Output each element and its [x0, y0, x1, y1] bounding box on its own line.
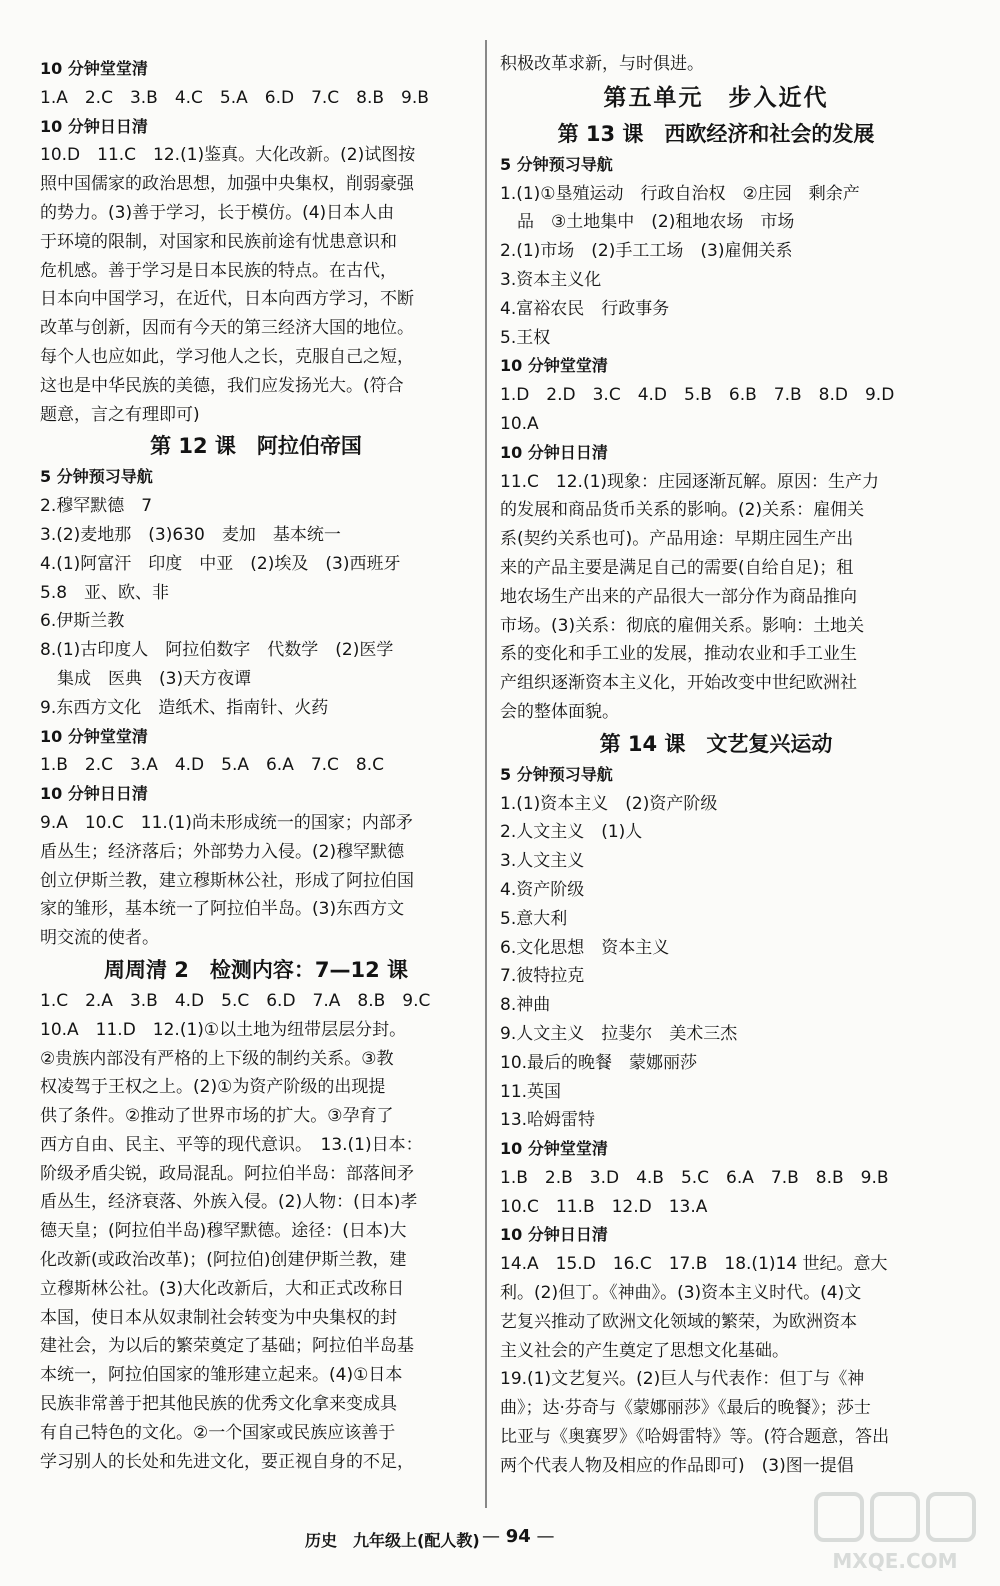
answer-line: 学习别人的长处和先进文化，要正视自身的不足，	[40, 1451, 414, 1472]
answer-line: 市场。(3)关系：彻底的雇佣关系。影响：土地关	[500, 615, 865, 636]
answer-line: 4.资产阶级	[500, 879, 585, 900]
answer-line: 主义社会的产生奠定了思想文化基础。	[500, 1340, 789, 1361]
answer-line: 创立伊斯兰教，建立穆斯林公社，形成了阿拉伯国	[40, 870, 414, 891]
section-heading: 10 分钟日日清	[40, 784, 148, 804]
answer-line: 化改新(或政治改革)；(阿拉伯)创建伊斯兰教，建	[40, 1250, 407, 1271]
answer-line: 本国，使日本从奴隶制社会转变为中央集权的封	[40, 1307, 397, 1328]
answer-line: 6.文化思想 资本主义	[500, 937, 670, 958]
answer-line: 3.(2)麦地那 (3)630 麦加 基本统一	[40, 524, 341, 545]
section-heading: 10 分钟日日清	[500, 442, 608, 462]
section-heading: 5 分钟预习导航	[500, 764, 613, 784]
answer-line: 10.D 11.C 12.(1)鉴真。大化改新。(2)试图按	[40, 145, 416, 166]
answer-line: 6.伊斯兰教	[40, 611, 125, 632]
answer-line: 建社会，为以后的繁荣奠定了基础；阿拉伯半岛基	[40, 1336, 414, 1357]
answer-line: 8.(1)古印度人 阿拉伯数字 代数学 (2)医学	[40, 640, 394, 661]
section-heading: 5 分钟预习导航	[40, 467, 153, 487]
answer-line: 盾丛生；经济落后；外部势力入侵。(2)穆罕默德	[40, 841, 405, 862]
unit-title: 第五单元 步入近代	[603, 84, 829, 111]
answer-line: 照中国儒家的政治思想，加强中央集权，削弱豪强	[40, 174, 414, 195]
answer-line: 危机感。善于学习是日本民族的特点。在古代，	[40, 260, 397, 281]
answer-line: 家的雏形，基本统一了阿拉伯半岛。(3)东西方文	[40, 899, 405, 920]
right-column	[500, 50, 932, 1481]
watermark-text: MXQE.COM	[832, 1549, 958, 1573]
answer-line: 5.8 亚、欧、非	[40, 582, 170, 603]
lesson-title: 第 12 课 阿拉伯帝国	[150, 434, 362, 459]
answer-line: 民族非常善于把其他民族的优秀文化拿来变成具	[40, 1394, 397, 1415]
answer-line: 本统一，阿拉伯国家的雏形建立起来。(4)①日本	[40, 1365, 403, 1386]
answer-line: 积极改革求新，与时俱进。	[500, 54, 704, 74]
answer-line: 盾丛生，经济衰落、外族入侵。(2)人物：(日本)孝	[40, 1192, 418, 1213]
answer-line: 10.C 11.B 12.D 13.A	[500, 1196, 708, 1217]
lesson-title: 第 13 课 西欧经济和社会的发展	[557, 121, 875, 146]
answer-line: 系(契约关系也可)。产品用途：早期庄园生产出	[500, 529, 854, 550]
answer-line: 产组织逐渐资本主义化，开始改变中世纪欧洲社	[500, 673, 857, 694]
answer-line: 1.D 2.D 3.C 4.D 5.B 6.B 7.B 8.D 9.D	[500, 385, 895, 406]
answer-line: 会的整体面貌。	[500, 701, 619, 722]
answer-line: 改革与创新，因而有今天的第三经济大国的地位。	[40, 318, 414, 339]
answer-line: 德天皇；(阿拉伯半岛)穆罕默德。途径：(日本)大	[40, 1221, 407, 1242]
answer-line: 这也是中华民族的美德，我们应发扬光大。(符合	[40, 375, 404, 396]
answer-line: 曲》；达·芬奇与《蒙娜丽莎》《最后的晚餐》；莎士	[500, 1398, 871, 1419]
answer-line: 2.穆罕默德 7	[40, 496, 153, 517]
answer-line: 13.哈姆雷特	[500, 1110, 596, 1131]
answer-line: 1.A 2.C 3.B 4.C 5.A 6.D 7.C 8.B 9.B	[40, 87, 429, 108]
answer-line: 5.意大利	[500, 908, 568, 929]
answer-line: 日本向中国学习，在近代，日本向西方学习，不断	[40, 289, 414, 310]
answer-line: 8.神曲	[500, 995, 551, 1016]
answer-line: 系的变化和手工业的发展，推动农业和手工业生	[500, 644, 857, 665]
left-column	[40, 55, 472, 1476]
answer-line: 3.人文主义	[500, 851, 585, 872]
answer-line: 西方自由、民主、平等的现代意识。 13.(1)日本：	[40, 1134, 423, 1155]
section-heading: 10 分钟堂堂清	[40, 726, 148, 746]
lesson-title: 周周清 2 检测内容：7—12 课	[103, 957, 409, 982]
answer-line: 有自己特色的文化。②一个国家或民族应该善于	[40, 1422, 396, 1443]
answer-line: 地农场生产出来的产品很大一部分作为商品推向	[500, 586, 857, 607]
answer-line: 5.王权	[500, 327, 551, 348]
answer-line: 4.(1)阿富汗 印度 中亚 (2)埃及 (3)西班牙	[40, 553, 401, 574]
watermark-logo	[810, 1488, 980, 1578]
answer-line: 的发展和商品货币关系的影响。(2)关系：雇佣关	[500, 500, 865, 521]
answer-line: 9.A 10.C 11.(1)尚未形成统一的国家；内部矛	[40, 812, 413, 833]
answer-line: 2.(1)市场 (2)手工工场 (3)雇佣关系	[500, 241, 793, 262]
answer-line: 艺复兴推动了欧洲文化领域的繁荣，为欧洲资本	[500, 1311, 857, 1332]
answer-line: 3.资本主义化	[500, 269, 602, 290]
section-heading: 10 分钟堂堂清	[500, 1139, 608, 1159]
section-heading: 10 分钟日日清	[40, 116, 148, 136]
answer-line: 阶级矛盾尖锐，政局混乱。阿拉伯半岛：部落间矛	[40, 1163, 414, 1184]
answer-line: 7.彼特拉克	[500, 966, 585, 987]
section-heading: 5 分钟预习导航	[500, 154, 613, 174]
answer-line: 11.英国	[500, 1081, 562, 1102]
answer-line: 两个代表人物及相应的作品即可) (3)图一提倡	[500, 1455, 854, 1476]
answer-line: 10.最后的晚餐 蒙娜丽莎	[500, 1052, 698, 1073]
answer-line: 于环境的限制，对国家和民族前途有忧患意识和	[40, 231, 397, 252]
answer-line: 集成 医典 (3)天方夜谭	[40, 668, 252, 689]
section-heading: 10 分钟堂堂清	[40, 59, 148, 78]
answer-line: 1.(1)资本主义 (2)资产阶级	[500, 793, 718, 814]
answer-line: 10.A 11.D 12.(1)①以土地为纽带层层分封。	[40, 1019, 407, 1040]
answer-line: 1.B 2.C 3.A 4.D 5.A 6.A 7.C 8.C	[40, 755, 385, 776]
lesson-title: 第 14 课 文艺复兴运动	[599, 731, 833, 756]
answer-line: 比亚与《奥赛罗》《哈姆雷特》等。(符合题意，答出	[500, 1427, 890, 1448]
answer-line: 的势力。(3)善于学习，长于模仿。(4)日本人由	[40, 202, 395, 223]
answer-line: 10.A	[500, 413, 539, 434]
section-heading: 10 分钟堂堂清	[500, 356, 608, 376]
answer-line: 1.B 2.B 3.D 4.B 5.C 6.A 7.B 8.B 9.B	[500, 1167, 889, 1188]
answer-line: 供了条件。②推动了世界市场的扩大。③孕育了	[40, 1106, 394, 1127]
answer-line: 1.(1)①垦殖运动 行政自治权 ②庄园 剩余产	[500, 183, 860, 204]
answer-line: 19.(1)文艺复兴。(2)巨人与代表作：但丁与《神	[500, 1369, 865, 1390]
answer-line: 2.人文主义 (1)人	[500, 822, 643, 843]
column-divider	[485, 40, 487, 1508]
answer-line: ②贵族内部没有严格的上下级的制约关系。③教	[40, 1048, 394, 1069]
answer-line: 1.C 2.A 3.B 4.D 5.C 6.D 7.A 8.B 9.C	[40, 990, 431, 1011]
answer-line: 9.人文主义 拉斐尔 美术三杰	[500, 1023, 738, 1044]
answer-line: 每个人也应如此，学习他人之长，克服自己之短，	[40, 346, 414, 367]
answer-line: 11.C 12.(1)现象：庄园逐渐瓦解。原因：生产力	[500, 471, 880, 492]
answer-line: 9.东西方文化 造纸术、指南针、火药	[40, 697, 329, 718]
footer-subject: 历史 九年级上(配人教)	[305, 1531, 480, 1550]
answer-line: 题意，言之有理即可)	[40, 404, 200, 425]
answer-line: 来的产品主要是满足自己的需要(自给自足)；租	[500, 557, 854, 578]
answer-line: 品 ③土地集中 (2)租地农场 市场	[500, 212, 795, 233]
section-heading: 10 分钟日日清	[500, 1225, 608, 1245]
answer-line: 4.富裕农民 行政事务	[500, 298, 670, 319]
answer-line: 权凌驾于王权之上。(2)①为资产阶级的出现提	[40, 1077, 386, 1098]
answer-line: 14.A 15.D 16.C 17.B 18.(1)14 世纪。意大	[500, 1254, 888, 1275]
answer-line: 利。(2)但丁。《神曲》。(3)资本主义时代。(4)文	[500, 1283, 862, 1304]
answer-line: 明交流的使者。	[40, 928, 159, 949]
page-number: — 94 —	[482, 1526, 555, 1547]
answer-line: 立穆斯林公社。(3)大化改新后，大和正式改称日	[40, 1278, 405, 1299]
